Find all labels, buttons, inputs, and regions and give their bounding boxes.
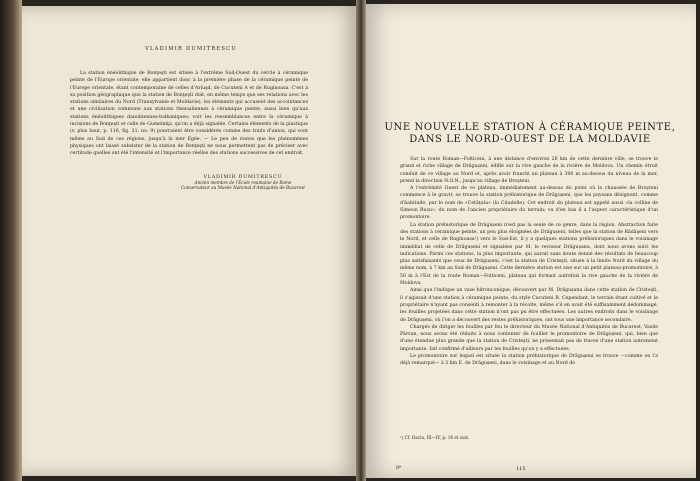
book-edge — [0, 0, 22, 481]
title-line-2: DANS LE NORD-OUEST DE LA MOLDAVIE — [409, 133, 651, 145]
author-signature — [178, 175, 308, 191]
running-head: VLADIMIR DUMITRESCU — [145, 46, 237, 52]
left-body-text — [70, 70, 308, 158]
right-body-text — [400, 156, 658, 368]
right-paragraph-3: La station préhistorique de Drăgușeni n'est pas la seule de ce genre, dans la région. Abstraction faite des stations à céramique peinte, un peu plus éloignées de Drăgușeni, telles que la station de Rădăşeni vers le Nord, et celle de Ruginoasa¹) vers le Sud-Est, il y a quelques stations préhistoriques dans le voisinage immédiat de celle de Drăgușeni et signalées par M. le reviseur Drăgușanu, dont nous avons suivi les indications. Parmi ces stations, la plus importante, qui aurait sans doute donné des résultats de beaucoup plus satisfaisants que ceux de Drăgușeni, c'est la station de Cristeşti, située à la limite Nord du village du même nom, à 7 km au Sud de Drăgușeni. Cette dernière station est sise sur un petit plateau-promontoire, à 50 m à l'Est de la route Roman—Folticeni, plateau qui formait autrefois la rive gauche de la rivière de Moldova. — [400, 222, 658, 287]
right-paragraph-1: Sur la route Roman—Folticeni, à une distance d'environ 26 km de cette dernière ville, se trouve le grand et riche village de Drăgușeni, édifié sur la rive gauche de la rivière de Moldova. Un chemin étroit conduit de ce village au Nord et, après avoir franchi un plateau à 300 m au-dessus du niveau de la mer, prend la direction N.O.N., jusqu'au village de Broşteni. — [400, 157, 658, 184]
right-paragraph-5: Chargés de diriger les fouilles par feu le directeur du Musée National d'Antiquités de Bucarest, Vasile Pârvan, nous avons été réduits à nous contenter de fouiller le promontoire de Drăgușeni, qui, bien que d'une étendue plus grande que la station de Cristeşti, ne présentait pas de traces d'une station autrement importante, fait confirmé d'ailleurs par les fouilles qu'on y a effectuées. — [400, 324, 658, 352]
right-paragraph-2: A l'extrémité Ouest de ce plateau, immédiatement au-dessus du point où la chaussée de Broşteni commence à le gravir, se trouve la station préhistorique de Drăgușeni, que les paysans désignent, comme d'habitude, par le nom de «Cetăţuia» (la Citadelle). Cet endroit du plateau est appelé aussi «la colline de Simeon Rusu», du nom de l'ancien propriétaire du terrain; vu d'en bas il a l'aspect caractéristique d'un promontoire. — [400, 186, 658, 221]
signature-line-1: Ancien membre de l'École roumaine de Rome — [194, 180, 292, 185]
book-gutter — [356, 0, 366, 481]
signature-line-2: Conservateur au Musée National d'Antiquités de Bucarest — [181, 185, 305, 191]
signature-mark: 8* — [396, 466, 402, 471]
footnote: ¹) Cf. Dacia, III—IV, p. 16 et suiv. — [400, 435, 470, 440]
left-paragraph: La station énéolithique de Bonţeşti est située à l'extrême Sud-Ouest du cercle à céramique peinte de l'Europe orientale; elle appartient donc à la première phase de la céramique peinte de l'Europe orientale, étant contemporaine de celles d'Ariuşd, de Cucuteni A et de Ruginoasa. C'est à sa position géographique que la station de Bonţeşti doit, en même temps que ses relations avec les stations similaires du Nord (Transylvanie et Moldavie), les éléments qui accusent des accointances et une civilisation commune aux stations thessaliennes à céramique peinte, aussi bien qu'aux stations énéolithiques danubiennes-balkaniques: voir les ressemblances entre la céramique à incisions de Bonţeşti et celle de Gumelniţa, qu'on a déjà signalée. Certains éléments de la plastique (v. plus haut, p. 116, fig. 21, no. 9) pourraient être considérés comme des traits d'union, qui vont même au Sud de ces régions, jusqu'à la mer Égée. — Le peu de restes que les phénomènes physiques ont laissé subsister de la station de Bonţeşti ne nous permettent pas de préciser avec certitude quelles ont été l'intensité et l'importance réelles des stations successives de cet endroit. — [70, 71, 308, 157]
article-title — [380, 122, 680, 145]
right-paragraph-6: Le promontoire sur lequel est située la station préhistorique de Drăgușeni se trouve —comme on l'a déjà remarqué— à 2 km E. de Drăgușeni, dans le voisinage et au Nord de — [400, 354, 658, 367]
title-line-1: UNE NOUVELLE STATION À CÉRAMIQUE PEINTE, — [384, 122, 676, 133]
page-number: 115 — [516, 466, 526, 472]
right-paragraph-4: Ainsi que l'indique un vase bitronconique, découvert par M. Drăgușanu dans cette station de Cristeşti, il s'agissait d'une station à céramique peinte, du style Cucuteni B. Cependant, le terrain étant cultivé et le propriétaire n'ayant pas consenti à remonter à la récolte, même s'il en avait été suffisamment dédommagé, les fouilles projetées dans cette station n'ont pas pu être effectuées. Les autres endroits dans le voisinage de Drăgușeni, où l'on a découvert des restes préhistoriques, ont tous une importance secondaire. — [400, 288, 658, 323]
signature-name: VLADIMIR DUMITRESCU — [203, 175, 283, 180]
